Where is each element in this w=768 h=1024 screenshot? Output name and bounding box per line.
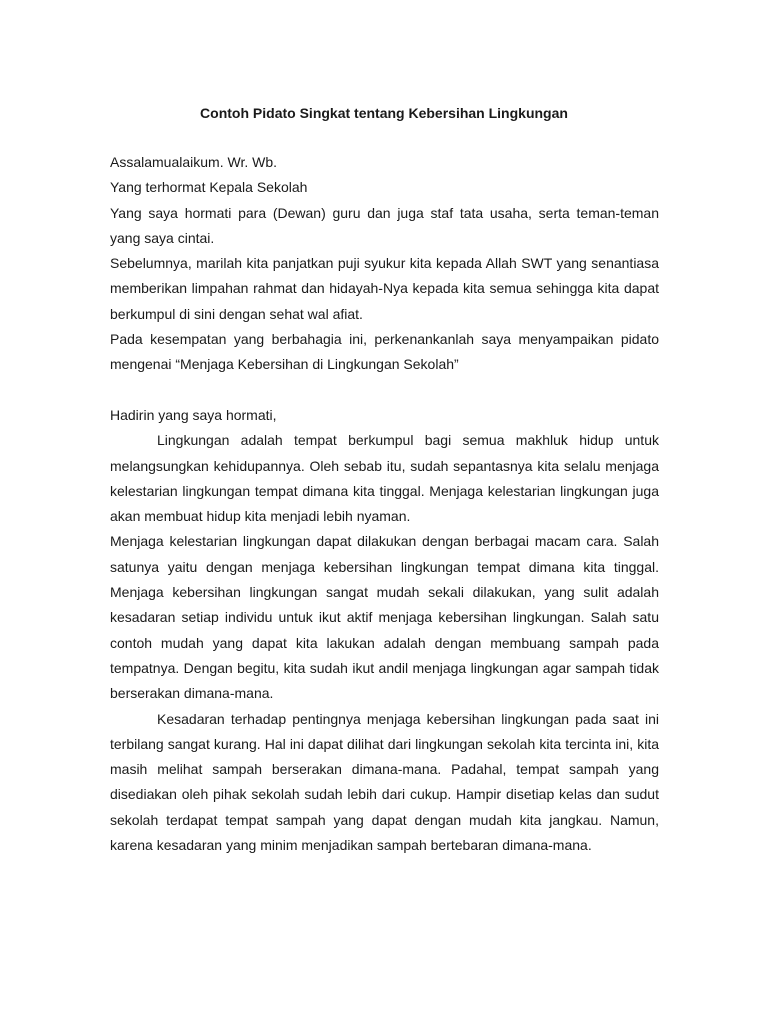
audience-address: Hadirin yang saya hormati, (110, 406, 277, 423)
document-title: Contoh Pidato Singkat tentang Kebersihan Lingkungan (200, 105, 568, 121)
salutation-teachers: Yang saya hormati para (Dewan) guru dan juga staf tata usaha, serta teman-teman yang saya cintai. (110, 204, 659, 246)
body-paragraph-2: Menjaga kelestarian lingkungan dapat dilakukan dengan berbagai macam cara. Salah satunya yaitu dengan menjaga kebersihan lingkungan tempat dimana kita tinggal. Menjaga kebersihan lingkungan sangat mudah sekali dilakukan, yang sulit adalah kesadaran setiap individu untuk ikut aktif menjaga kebersihan lingkungan. Salah satu contoh mudah yang dapat kita lakukan adalah dengan membuang sampah pada tempatnya. Dengan begitu, kita sudah ikut andil menjaga lingkungan agar sampah tidak berserakan dimana-mana. (110, 533, 659, 702)
document-body (110, 150, 659, 858)
greeting-line: Assalamualaikum. Wr. Wb. (110, 154, 278, 170)
salutation-principal: Yang terhormat Kepala Sekolah (110, 179, 308, 196)
paragraph-spacer (110, 378, 659, 403)
body-paragraph-3: Kesadaran terhadap pentingnya menjaga kebersihan lingkungan pada saat ini terbilang sangat kurang. Hal ini dapat dilihat dari lingkungan sekolah kita tercinta ini, kita masih melihat sampah berserakan dimana-mana. Padahal, tempat sampah yang disediakan oleh pihak sekolah sudah lebih dari cukup. Hampir disetiap kelas dan sudut sekolah terdapat tempat sampah yang dapat dengan mudah kita jangkau. Namun, karena kesadaran yang minim menjadikan sampah bertebaran dimana-mana. (110, 710, 659, 854)
gratitude-paragraph: Sebelumnya, marilah kita panjatkan puji syukur kita kepada Allah SWT yang senantiasa memberikan limpahan rahmat dan hidayah-Nya kepada kita semua sehingga kita dapat berkumpul di sini dengan sehat wal afiat. (110, 255, 659, 322)
opening-paragraph: Pada kesempatan yang berbahagia ini, perkenankanlah saya menyampaikan pidato mengenai “Menjaga Kebersihan di Lingkungan Sekolah” (110, 331, 659, 373)
body-paragraph-1: Lingkungan adalah tempat berkumpul bagi semua makhluk hidup untuk melangsungkan kehidupannya. Oleh sebab itu, sudah sepantasnya kita selalu menjaga kelestarian lingkungan tempat dimana kita tinggal. Menjaga kelestarian lingkungan juga akan membuat hidup kita menjadi lebih nyaman. (110, 432, 659, 525)
